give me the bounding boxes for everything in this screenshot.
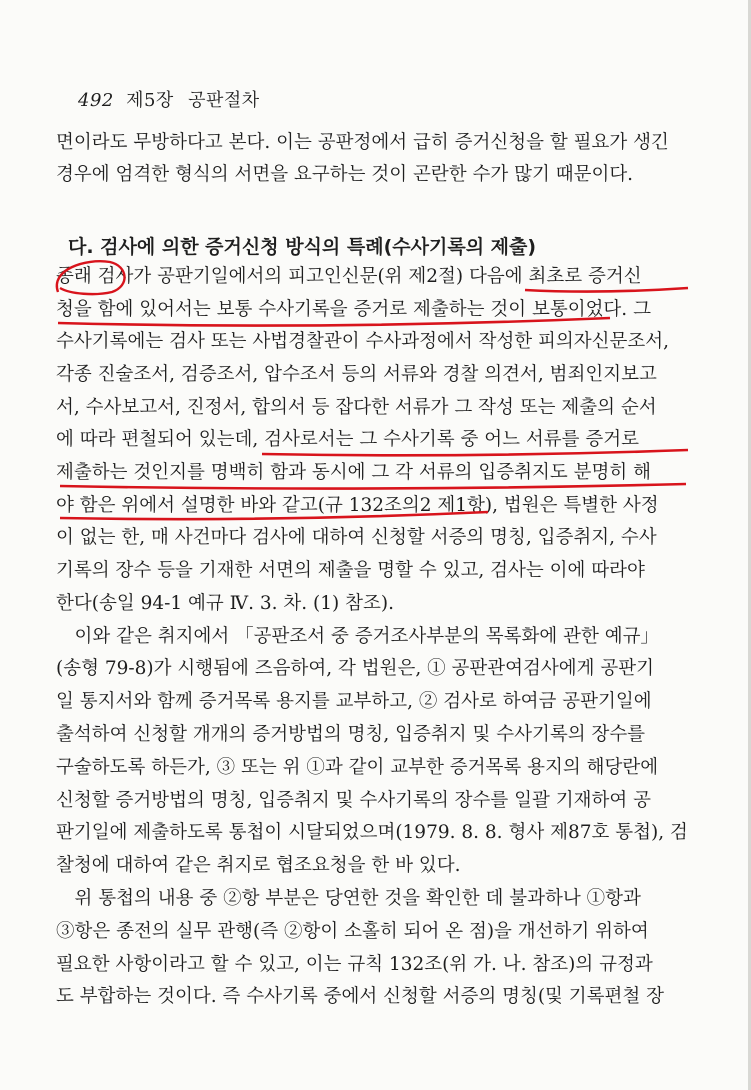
text-line: ③항은 종전의 실무 관행(즉 ②항이 소홀히 되어 온 점)을 개선하기 위하여 [56,921,649,942]
page-number: 492 [78,90,114,111]
text-line: 야 함은 위에서 설명한 바와 같고(규 132조의2 제1항), 법원은 특별한 사정 [56,495,659,516]
section-heading: 다. 검사에 의한 증거신청 방식의 특례(수사기록의 제출) [68,236,537,258]
text-line: 판기일에 제출하도록 통첩이 시달되었으며(1979. 8. 8. 형사 제87호 통첩), 검 [56,822,688,843]
red-underline [262,450,688,455]
text-line: 출석하여 신청할 개개의 증거방법의 명칭, 입증취지 및 수사기록의 장수를 [56,724,646,745]
red-underline [525,288,688,292]
text-line: 찰청에 대하여 같은 취지로 협조요청을 한 바 있다. [56,855,461,876]
text-line: 기록의 장수 등을 기재한 서면의 제출을 명할 수 있고, 검사는 이에 따라야 [56,560,645,581]
text-line: 각종 진술조서, 검증조서, 압수조서 등의 서류와 경찰 의견서, 범죄인지보고 [56,364,657,385]
text-line: 서, 수사보고서, 진정서, 합의서 등 잡다한 서류가 그 작성 또는 제출의 순서 [56,397,657,418]
text-line: 제출하는 것인지를 명백히 함과 동시에 그 각 서류의 입증취지도 분명히 해 [56,462,651,483]
text-line: 위 통첩의 내용 중 ②항 부분은 당연한 것을 확인한 데 불과하나 ①항과 [56,888,641,909]
text-line: 경우에 엄격한 형식의 서면을 요구하는 것이 곤란한 수가 많기 때문이다. [56,164,634,185]
chapter-number: 제5장 [126,90,174,111]
red-underline [60,484,686,489]
text-line: (송형 79-8)가 시행됨에 즈음하여, 각 법원은, ① 공판관여검사에게 공판기 [56,658,654,679]
chapter-title: 공판절차 [188,90,260,111]
text-line: 신청할 증거방법의 명칭, 입증취지 및 수사기록의 장수를 일괄 기재하여 공 [56,790,651,811]
text-line: 에 따라 편철되어 있는데, 검사로서는 그 수사기록 중 어느 서류를 증거로 [56,429,639,450]
text-line: 구술하도록 하든가, ③ 또는 위 ①과 같이 교부한 증거목록 용지의 해당란에 [56,757,659,778]
text-line: 도 부합하는 것이다. 즉 수사기록 중에서 신청할 서증의 명칭(및 기록편철 장 [56,986,665,1007]
running-header [78,86,260,112]
text-line: 이 없는 한, 매 사건마다 검사에 대하여 신청할 서증의 명칭, 입증취지, 수사 [56,527,657,548]
text-line: 한다(송일 94-1 예규 Ⅳ. 3. 차. (1) 참조). [56,593,394,614]
text-line: 면이라도 무방하다고 본다. 이는 공판정에서 급히 증거신청을 할 필요가 생긴 [56,132,669,153]
text-line: 필요한 사항이라고 할 수 있고, 이는 규칙 132조(위 가. 나. 참조)의 규정과 [56,954,653,975]
text-line: 이와 같은 취지에서 「공판조서 중 증거조사부분의 목록화에 관한 예규」 [56,626,659,647]
text-line: 수사기록에는 검사 또는 사법경찰관이 수사과정에서 작성한 피의자신문조서, [56,331,670,352]
text-line: 청을 함에 있어서는 보통 수사기록을 증거로 제출하는 것이 보통이었다. 그 [56,299,651,320]
text-line: 일 통지서와 함께 증거목록 용지를 교부하고, ② 검사로 하여금 공판기일에 [56,691,652,712]
text-line: 종래 검사가 공판기일에서의 피고인신문(위 제2절) 다음에 최초로 증거신 [56,266,642,287]
